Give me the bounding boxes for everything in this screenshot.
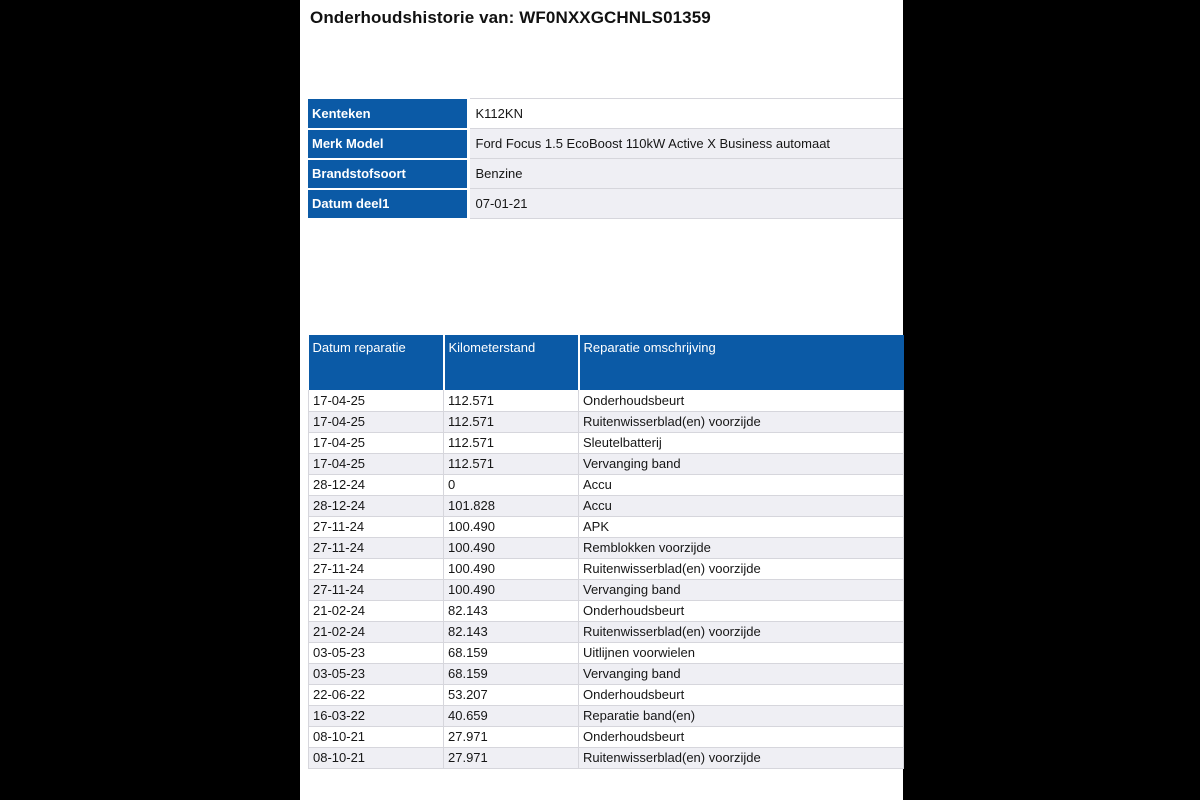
repair-description-cell: Ruitenwisserblad(en) voorzijde <box>579 558 904 579</box>
repair-description-cell: Vervanging band <box>579 453 904 474</box>
odometer-cell: 112.571 <box>444 390 579 411</box>
odometer-cell: 100.490 <box>444 558 579 579</box>
repair-description-cell: Onderhoudsbeurt <box>579 390 904 411</box>
repair-description-cell: Ruitenwisserblad(en) voorzijde <box>579 747 904 768</box>
history-row <box>309 600 904 621</box>
repair-date-cell: 17-04-25 <box>309 390 444 411</box>
repair-date-cell: 22-06-22 <box>309 684 444 705</box>
repair-description-cell: Onderhoudsbeurt <box>579 684 904 705</box>
history-row <box>309 621 904 642</box>
repair-description-cell: Sleutelbatterij <box>579 432 904 453</box>
vehicle-info-label: Kenteken <box>308 99 468 129</box>
odometer-cell: 112.571 <box>444 411 579 432</box>
repair-description-cell: Uitlijnen voorwielen <box>579 642 904 663</box>
odometer-cell: 82.143 <box>444 621 579 642</box>
history-row <box>309 726 904 747</box>
repair-date-cell: 27-11-24 <box>309 579 444 600</box>
repair-date-cell: 27-11-24 <box>309 558 444 579</box>
vehicle-info-row <box>308 129 903 159</box>
repair-date-cell: 17-04-25 <box>309 453 444 474</box>
repair-date-cell: 16-03-22 <box>309 705 444 726</box>
repair-date-cell: 08-10-21 <box>309 726 444 747</box>
repair-description-cell: Ruitenwisserblad(en) voorzijde <box>579 411 904 432</box>
repair-description-cell: Reparatie band(en) <box>579 705 904 726</box>
repair-date-cell: 28-12-24 <box>309 495 444 516</box>
history-table <box>308 335 904 769</box>
repair-date-cell: 21-02-24 <box>309 600 444 621</box>
col-header-repair-date: Datum reparatie <box>309 335 444 390</box>
odometer-cell: 68.159 <box>444 642 579 663</box>
vehicle-info-table <box>308 98 903 220</box>
history-row <box>309 474 904 495</box>
repair-date-cell: 03-05-23 <box>309 642 444 663</box>
page-title: Onderhoudshistorie van: WF0NXXGCHNLS01359 <box>310 8 711 27</box>
history-row <box>309 579 904 600</box>
vehicle-info-value: Benzine <box>468 159 903 189</box>
repair-date-cell: 28-12-24 <box>309 474 444 495</box>
vehicle-info-row <box>308 99 903 129</box>
vehicle-info-row <box>308 159 903 189</box>
col-header-odometer: Kilometerstand <box>444 335 579 390</box>
vehicle-info-label: Brandstofsoort <box>308 159 468 189</box>
history-header-row <box>309 335 904 390</box>
repair-description-cell: Accu <box>579 474 904 495</box>
repair-date-cell: 08-10-21 <box>309 747 444 768</box>
odometer-cell: 68.159 <box>444 663 579 684</box>
odometer-cell: 112.571 <box>444 453 579 474</box>
odometer-cell: 40.659 <box>444 705 579 726</box>
history-row <box>309 663 904 684</box>
repair-date-cell: 27-11-24 <box>309 537 444 558</box>
repair-date-cell: 03-05-23 <box>309 663 444 684</box>
history-row <box>309 432 904 453</box>
history-row <box>309 453 904 474</box>
repair-description-cell: Onderhoudsbeurt <box>579 726 904 747</box>
odometer-cell: 112.571 <box>444 432 579 453</box>
odometer-cell: 100.490 <box>444 537 579 558</box>
vehicle-info-row <box>308 189 903 219</box>
repair-description-cell: Vervanging band <box>579 579 904 600</box>
odometer-cell: 100.490 <box>444 579 579 600</box>
odometer-cell: 27.971 <box>444 726 579 747</box>
vehicle-info-value: 07-01-21 <box>468 189 903 219</box>
repair-description-cell: Onderhoudsbeurt <box>579 600 904 621</box>
col-header-repair-description: Reparatie omschrijving <box>579 335 904 390</box>
repair-description-cell: Accu <box>579 495 904 516</box>
history-row <box>309 537 904 558</box>
vehicle-info-label: Datum deel1 <box>308 189 468 219</box>
repair-date-cell: 27-11-24 <box>309 516 444 537</box>
history-row <box>309 705 904 726</box>
repair-date-cell: 21-02-24 <box>309 621 444 642</box>
odometer-cell: 82.143 <box>444 600 579 621</box>
history-row <box>309 642 904 663</box>
history-row <box>309 516 904 537</box>
odometer-cell: 27.971 <box>444 747 579 768</box>
odometer-cell: 101.828 <box>444 495 579 516</box>
history-row <box>309 390 904 411</box>
odometer-cell: 100.490 <box>444 516 579 537</box>
history-row <box>309 495 904 516</box>
vehicle-info-value: Ford Focus 1.5 EcoBoost 110kW Active X Business automaat <box>468 129 903 159</box>
repair-date-cell: 17-04-25 <box>309 411 444 432</box>
odometer-cell: 53.207 <box>444 684 579 705</box>
history-row <box>309 747 904 768</box>
odometer-cell: 0 <box>444 474 579 495</box>
report-page <box>300 0 903 800</box>
repair-description-cell: Ruitenwisserblad(en) voorzijde <box>579 621 904 642</box>
vehicle-info-value: K112KN <box>468 99 903 129</box>
repair-date-cell: 17-04-25 <box>309 432 444 453</box>
repair-description-cell: Remblokken voorzijde <box>579 537 904 558</box>
repair-description-cell: APK <box>579 516 904 537</box>
history-row <box>309 684 904 705</box>
repair-description-cell: Vervanging band <box>579 663 904 684</box>
history-row <box>309 411 904 432</box>
vehicle-info-label: Merk Model <box>308 129 468 159</box>
history-row <box>309 558 904 579</box>
